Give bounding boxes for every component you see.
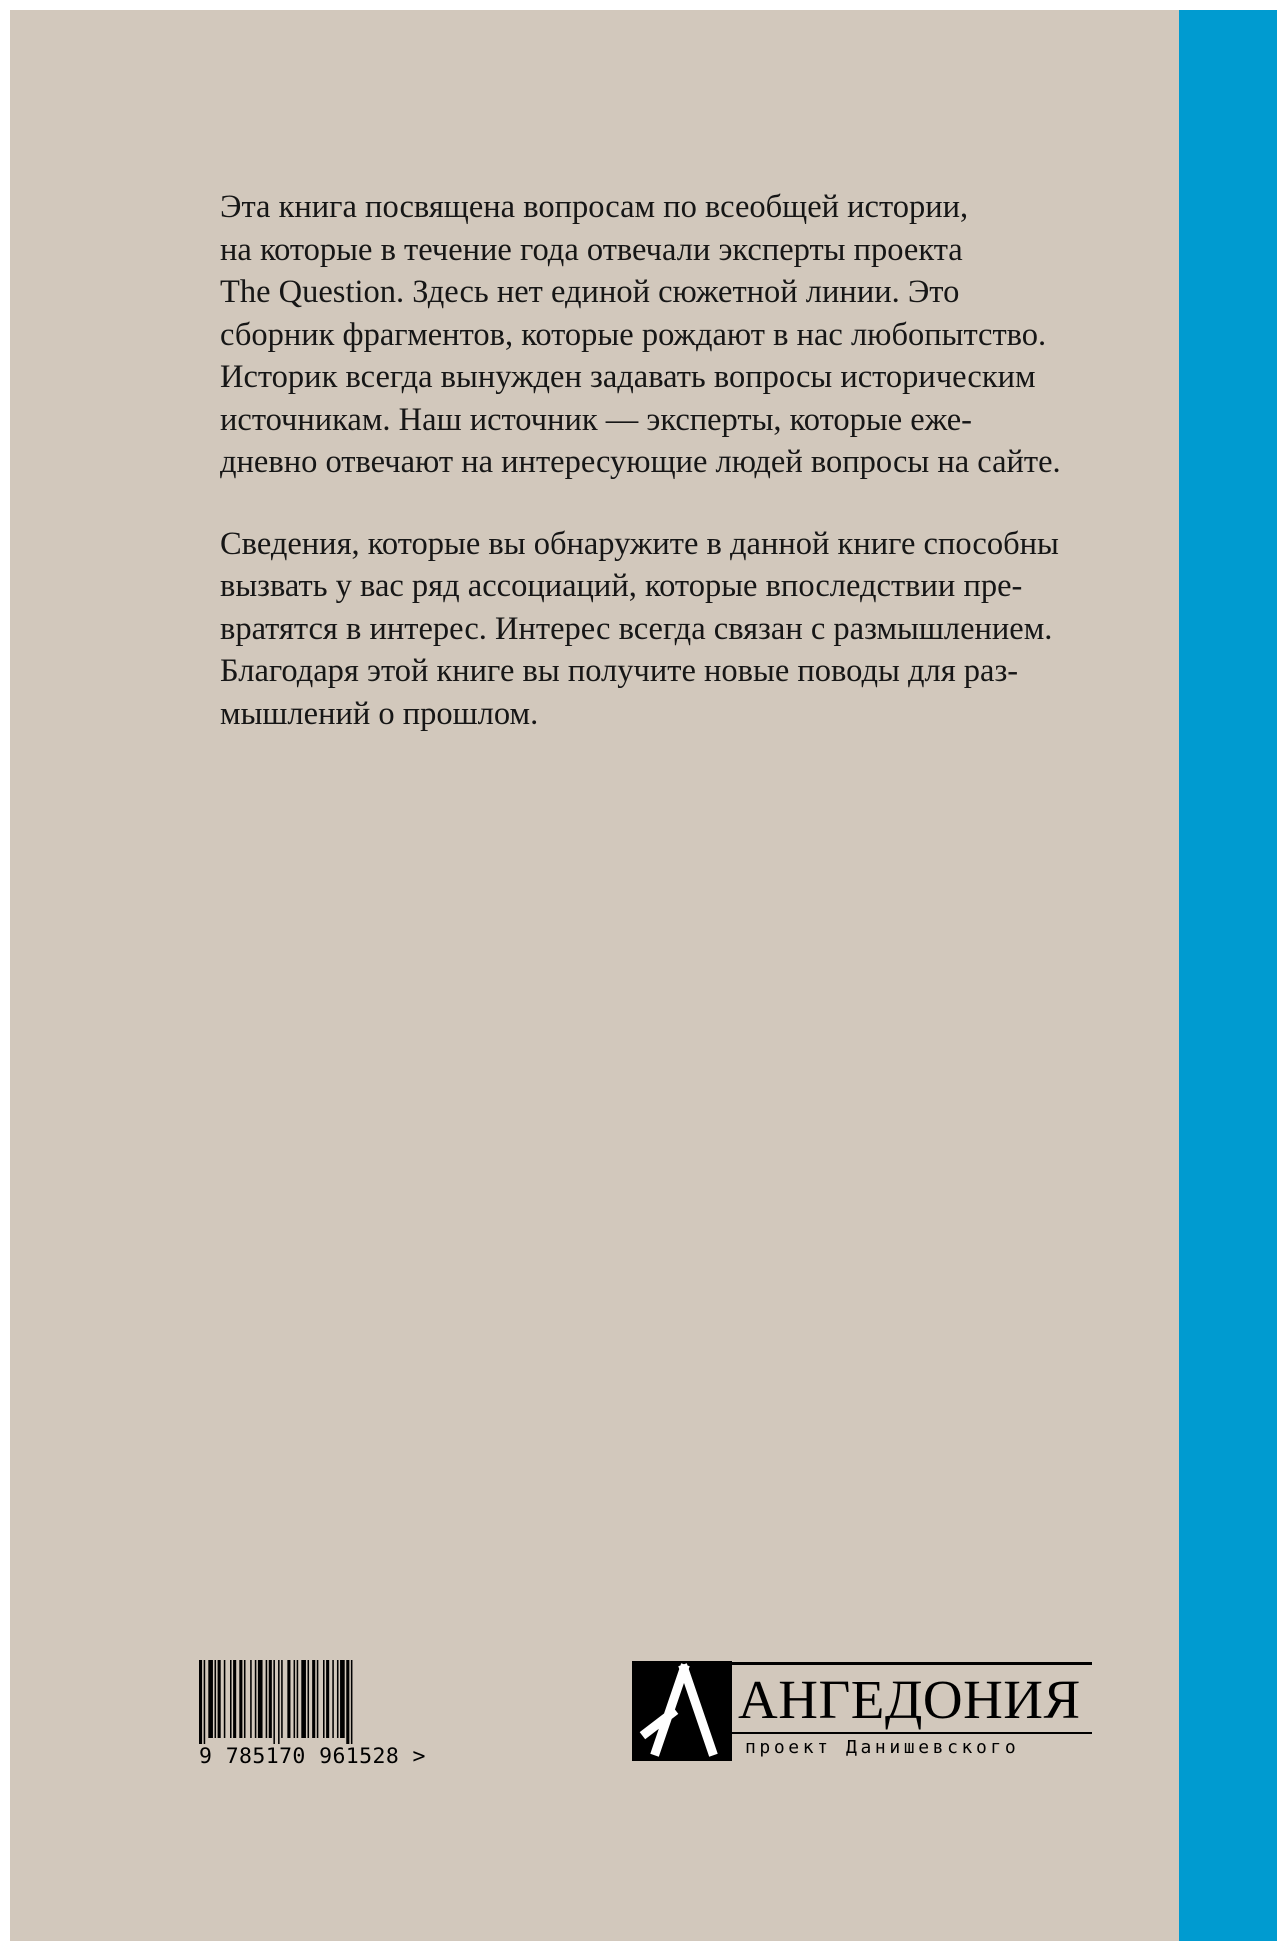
isbn-barcode — [199, 1660, 469, 1772]
text-line: мышлений о прошлом. — [220, 695, 539, 732]
barcode-bar — [269, 1660, 272, 1738]
barcode-bar — [199, 1660, 202, 1744]
barcode-bar — [323, 1660, 325, 1738]
barcode-bar — [287, 1660, 290, 1738]
barcode-bar — [340, 1660, 345, 1738]
barcode-bar — [281, 1660, 283, 1738]
barcode-bar — [230, 1660, 232, 1738]
text-line: вызвать у вас ряд ассоциаций, которые впоследствии пре- — [220, 568, 1023, 604]
barcode-bar — [208, 1660, 213, 1738]
barcode-bar — [294, 1660, 296, 1738]
text-line: на которые в течение года отвечали эксперты проекта — [220, 231, 963, 268]
barcode-bar — [346, 1660, 349, 1744]
barcode-bar — [258, 1660, 263, 1738]
text-line: источникам. Наш источник — эксперты, которые еже- — [220, 401, 972, 438]
publisher-name: АНГЕДОНИЯ — [738, 1669, 1081, 1730]
barcode-bar — [317, 1660, 319, 1738]
barcode-bar — [233, 1660, 236, 1738]
annotation-text — [220, 186, 1160, 774]
text-line: The Question. Здесь нет единой сюжетной линии. Это — [220, 274, 960, 310]
barcode-bar — [337, 1660, 339, 1738]
barcode-bar — [312, 1660, 315, 1738]
barcode-bar — [308, 1660, 310, 1738]
barcode-bars — [199, 1660, 439, 1744]
barcode-bar — [239, 1660, 242, 1738]
publisher-tagline: проект Данишевского — [745, 1737, 1020, 1758]
barcode-bar — [215, 1660, 217, 1738]
annotation-paragraph-1 — [220, 186, 1160, 484]
barcode-bar — [301, 1660, 306, 1738]
barcode-bar — [326, 1660, 329, 1738]
barcode-bar — [273, 1660, 275, 1744]
rune-icon — [632, 1661, 732, 1761]
publisher-logo — [632, 1661, 1102, 1761]
book-back-cover — [10, 10, 1277, 1941]
text-line: дневно отвечают на интересующие людей вопросы на сайте. — [220, 444, 1061, 480]
barcode-bar — [255, 1660, 257, 1738]
barcode-bar — [278, 1660, 280, 1744]
barcode-bar — [218, 1660, 221, 1738]
text-line: сборник фрагментов, которые рождают в нас любопытство. — [220, 316, 1047, 353]
isbn-digits: 9 785170 961528 > — [199, 1744, 426, 1769]
text-line: Благодаря этой книге вы получите новые поводы для раз- — [220, 653, 1019, 689]
publisher-emblem — [632, 1661, 732, 1761]
barcode-bar — [297, 1660, 299, 1738]
text-line: Эта книга посвящена вопросам по всеобщей истории, — [220, 189, 969, 225]
barcode-bar — [266, 1660, 268, 1738]
text-line: Сведения, которые вы обнаружите в данной книге способны — [220, 525, 1059, 562]
barcode-bar — [224, 1660, 226, 1738]
blue-spine-stripe — [1179, 10, 1277, 1941]
barcode-bar — [351, 1660, 353, 1744]
annotation-paragraph-2 — [220, 523, 1160, 736]
text-line: Историк всегда вынужден задавать вопросы историческим — [220, 359, 1036, 395]
logo-bottom-rule — [732, 1732, 1092, 1734]
text-line: вратятся в интерес. Интерес всегда связан с размышлением. — [220, 610, 1053, 647]
barcode-bar — [332, 1660, 334, 1738]
barcode-bar — [250, 1660, 252, 1738]
barcode-bar — [204, 1660, 206, 1744]
logo-top-rule — [732, 1662, 1092, 1665]
barcode-bar — [244, 1660, 246, 1738]
